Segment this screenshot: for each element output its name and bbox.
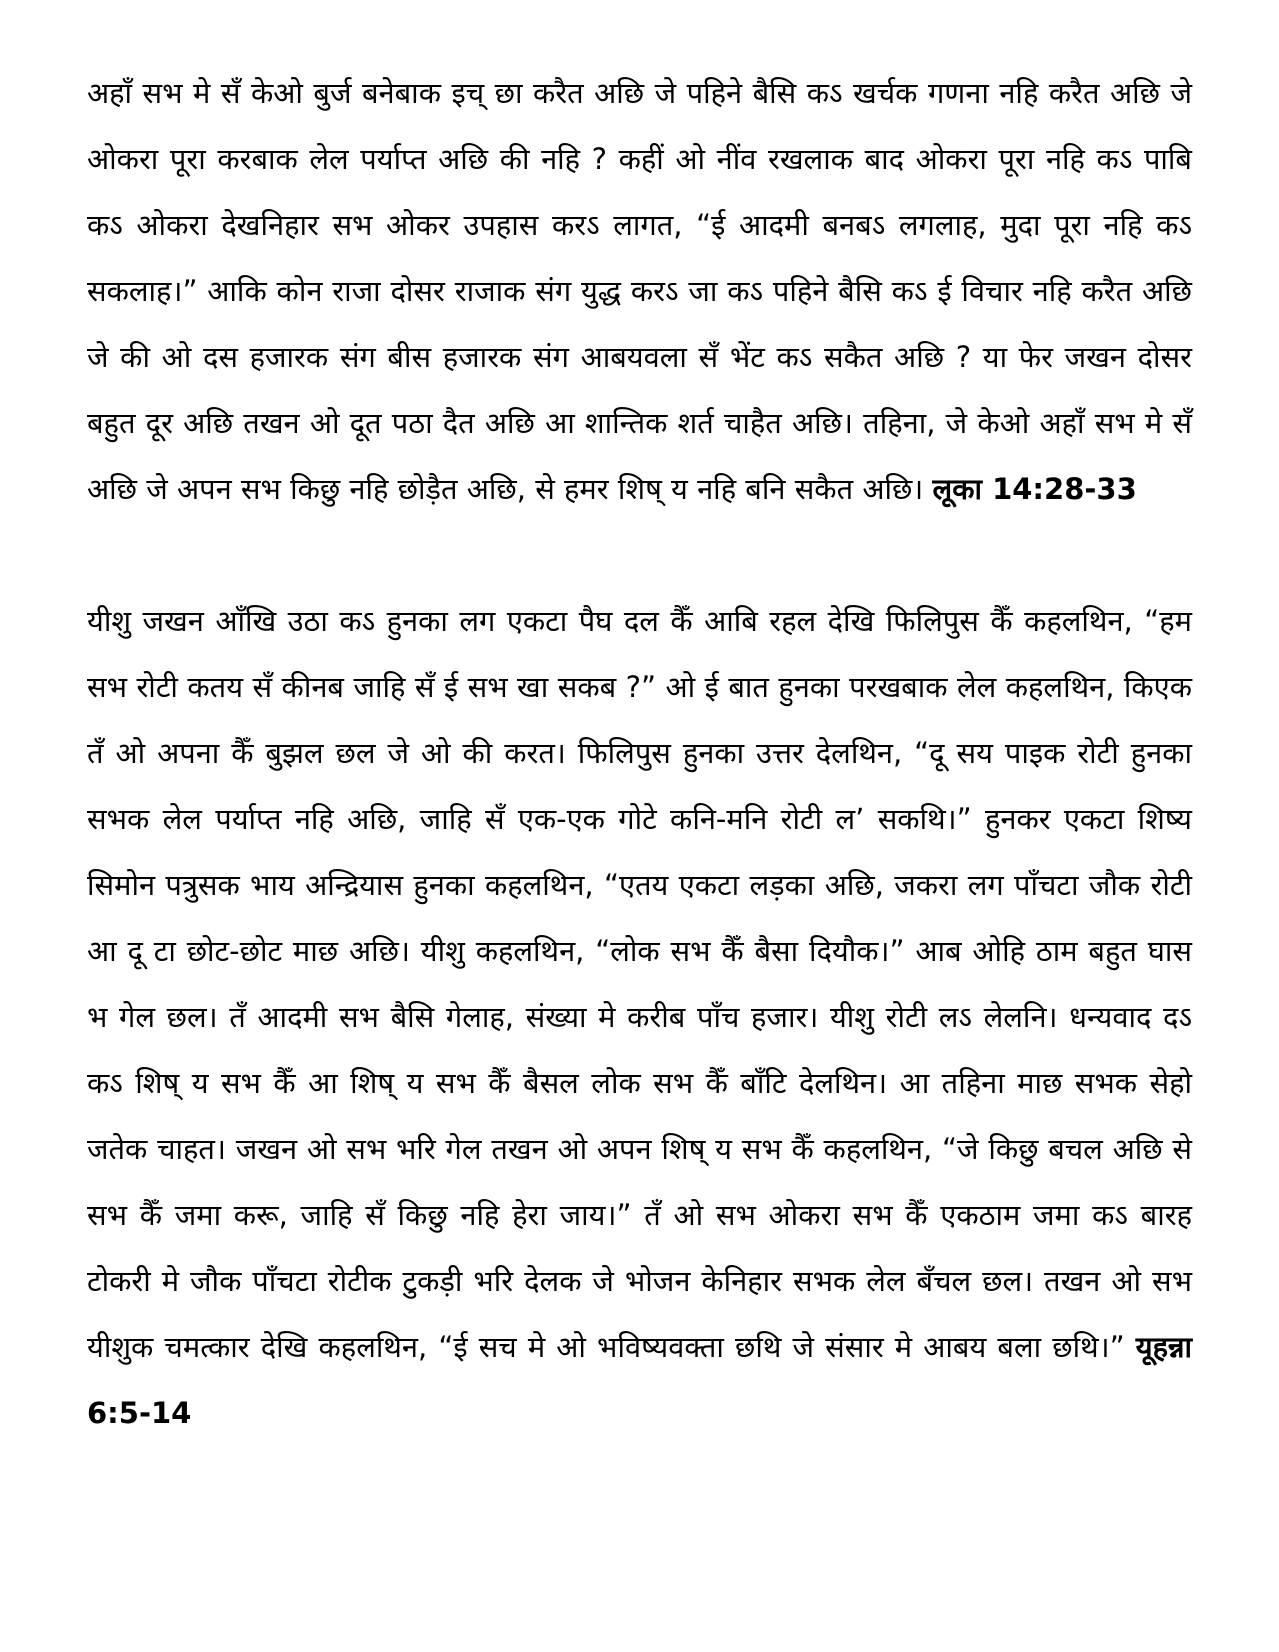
scripture-reference: लूका 14:28-33: [932, 472, 1137, 506]
passage-luke: [87, 60, 1192, 522]
passage-text: यीशु जखन आँखि उठा कऽ हुनका लग एकटा पैघ दल कैँ आबि रहल देखि फिलिपुस कैँ कहलथिन, “हम सभ रोटी कतय सँ कीनब जाहि सँ ई सभ खा सकब ?” ओ ई बात हुनका परखबाक लेल कहलथिन, किएक तँ ओ अपना कैँ बुझल छल जे ओ की करत। फिलिपुस हुनका उत्तर देलथिन, “दू सय पाइक रोटी हुनका सभक लेल पर्याप्त नहि अछि, जाहि सँ एक-एक गोटे कनि-मनि रोटी ल’ सकथि।” हुनकर एकटा शिष्य सिमोन पत्रुसक भाय अन्द्रियास हुनका कहलथिन, “एतय एकटा लड़का अछि, जकरा लग पाँचटा जौक रोटी आ दू टा छोट-छोट माछ अछि। यीशु कहलथिन, “लोक सभ कैँ बैसा दियौक।” आब ओहि ठाम बहुत घास भ गेल छल। तँ आदमी सभ बैसि गेलाह, संख्या मे करीब पाँच हजार। यीशु रोटी लऽ लेलनि। धन्यवाद दऽ कऽ शिष् य सभ कैँ आ शिष् य सभ कैँ बैसल लोक सभ कैँ बाँटि देलथिन। आ तहिना माछ सभक सेहो जतेक चाहत। जखन ओ सभ भरि गेल तखन ओ अपन शिष् य सभ कैँ कहलथिन, “जे किछु बचल अछि से सभ कैँ जमा करू, जाहि सँ किछु नहि हेरा जाय।” तँ ओ सभ ओकरा सभ कैँ एकठाम जमा कऽ बारह टोकरी मे जौक पाँचटा रोटीक टुकड़ी भरि देलक जे भोजन केनिहार सभक लेल बँचल छल। तखन ओ सभ यीशुक चमत्कार देखि कहलथिन, “ई सच मे ओ भविष्यवक्ता छथि जे संसार मे आबय बला छथि।”: [87, 604, 1192, 1364]
passage-john: [87, 588, 1192, 1446]
scripture-reference: यूहन्ना 6:5-14: [87, 1330, 1193, 1430]
passage-text: अहाँ सभ मे सँ केओ बुर्ज बनेबाक इच् छा करैत अछि जे पहिने बैसि कऽ खर्चक गणना नहि करैत अछि जे ओकरा पूरा करबाक लेल पर्याप्त अछि की नहि ? कहीं ओ नींव रखलाक बाद ओकरा पूरा नहि कऽ पाबि कऽ ओकरा देखनिहार सभ ओकर उपहास करऽ लागत, “ई आदमी बनबऽ लगलाह, मुदा पूरा नहि कऽ सकलाह।” आकि कोन राजा दोसर राजाक संग युद्ध करऽ जा कऽ पहिने बैसि कऽ ई विचार नहि करैत अछि जे की ओ दस हजारक संग बीस हजारक संग आबयवला सँ भेंट कऽ सकैत अछि ? या फेर जखन दोसर बहुत दूर अछि तखन ओ दूत पठा दैत अछि आ शान्तिक शर्त चाहैत अछि। तहिना, जे केओ अहाँ सभ मे सँ अछि जे अपन सभ किछु नहि छोड़ैत अछि, से हमर शिष् य नहि बनि सकैत अछि।: [87, 76, 1192, 506]
document-page: [87, 60, 1192, 1446]
